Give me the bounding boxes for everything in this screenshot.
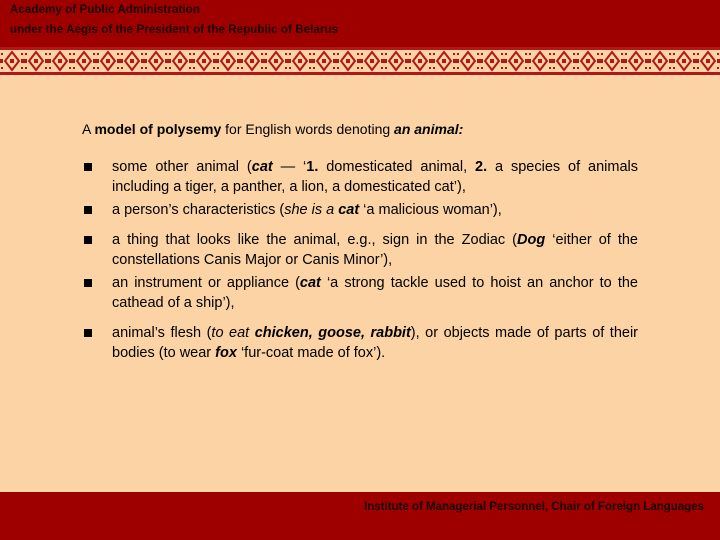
title-plain: for English words denoting <box>221 121 395 137</box>
list-item-text: 2. <box>475 159 488 175</box>
list-item-text: chicken, goose, rabbit <box>254 325 411 341</box>
list-item <box>82 323 638 363</box>
slide-content <box>82 120 638 363</box>
polysemy-list <box>82 157 638 363</box>
list-item-text: ‘a strong tackle used to hoist an anchor to the cathead of a ship’), <box>112 275 638 311</box>
list-item-text: fox <box>215 345 237 361</box>
header-line-2: under the Aegis of the President of the Republic of Belarus <box>10 24 339 36</box>
list-item-text: domesticated animal, <box>318 159 476 175</box>
square-bullet-icon <box>84 236 92 244</box>
list-item-text: cat <box>251 159 273 175</box>
square-bullet-icon <box>84 163 92 171</box>
list-item-text: a person’s characteristics ( <box>112 202 285 218</box>
square-bullet-icon <box>84 279 92 287</box>
header-band <box>0 0 720 47</box>
list-item-text: a thing that looks like the animal, e.g., sign in the Zodiac ( <box>112 232 518 248</box>
list-item-text: some other animal ( <box>112 159 252 175</box>
list-item-text: an instrument or appliance ( <box>112 275 300 291</box>
slide-title <box>82 120 638 138</box>
square-bullet-icon <box>84 329 92 337</box>
list-item <box>82 273 638 313</box>
list-item-text: cat <box>338 202 360 218</box>
list-item-text: Dog <box>517 232 546 248</box>
list-item-text: she is a <box>284 202 339 218</box>
title-prefix: A <box>82 121 95 137</box>
list-item-text: ‘a malicious woman’), <box>359 202 502 218</box>
header-line-1: Academy of Public Administration <box>10 4 200 16</box>
title-bold: model of polysemy <box>94 121 222 137</box>
list-item-text: ‘fur-coat made of fox’). <box>236 345 386 361</box>
list-item <box>82 230 638 270</box>
list-item-text: animal’s flesh ( <box>112 325 212 341</box>
list-item-text: ‘either of the constellations Canis Major or Canis Minor’), <box>112 232 638 268</box>
square-bullet-icon <box>84 206 92 214</box>
list-item <box>82 157 638 197</box>
list-item-text: — ‘ <box>272 159 307 175</box>
list-item-text: ), or objects made of parts of their bodies (to wear <box>112 325 639 361</box>
list-item-text: to eat <box>211 325 255 341</box>
title-bold-italic: an animal: <box>394 121 464 137</box>
footer-band <box>0 492 720 540</box>
list-item-text: a species of animals including a tiger, a panther, a lion, a domesticated cat’), <box>112 159 639 195</box>
list-item-text: cat <box>299 275 321 291</box>
list-item <box>82 200 638 220</box>
list-item-text: 1. <box>306 159 319 175</box>
ornament-border <box>0 47 720 75</box>
footer-text: Institute of Managerial Personnel, Chair of Foreign Languages <box>364 501 704 513</box>
